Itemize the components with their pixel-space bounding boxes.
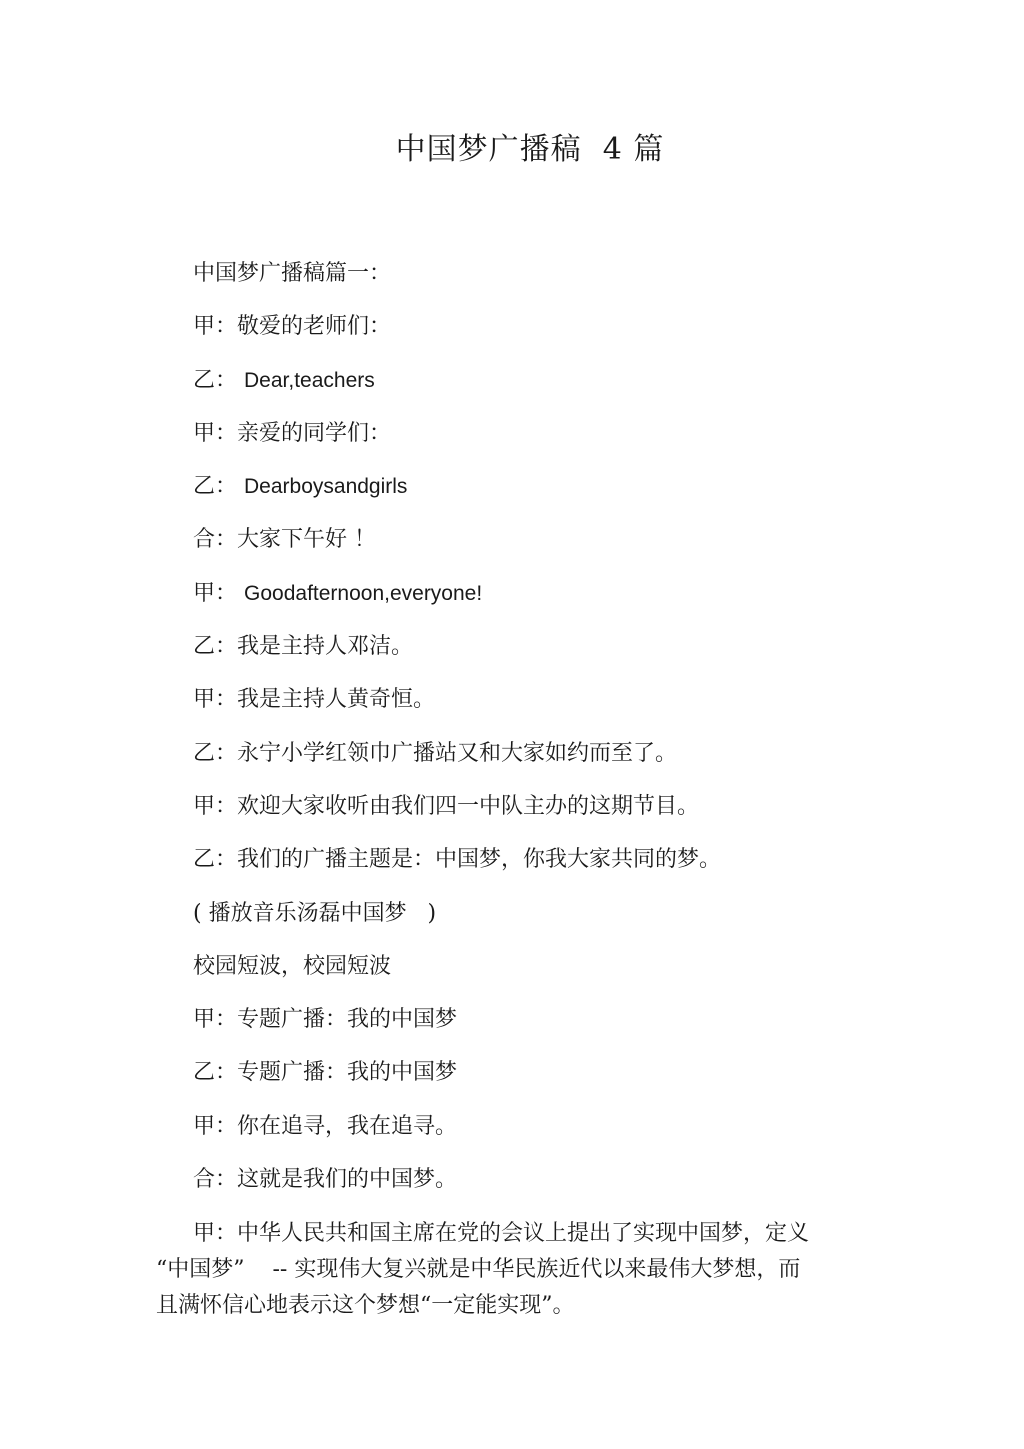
line-text: 我们的广播主题是：中国梦，你我大家共同的梦。 [237, 847, 722, 873]
line-speaker: 乙： [193, 847, 238, 873]
line-speaker: 乙： [193, 367, 238, 393]
script-line [193, 309, 721, 362]
line-text: 中国梦广播稿篇一： [193, 261, 392, 286]
line-text: ( 播放音乐汤磊中国梦 ) [193, 900, 437, 926]
line-text: Goodafternoon,everyone! [244, 581, 483, 605]
paragraph-line: 甲：中华人民共和国主席在党的会议上提出了实现中国梦，定义 [193, 1221, 810, 1246]
script-line [193, 1002, 721, 1055]
line-speaker: 甲： [193, 687, 238, 713]
script-lines [193, 256, 721, 1215]
script-line [193, 1162, 721, 1215]
line-speaker: 合： [193, 527, 238, 553]
script-line [193, 469, 721, 522]
paragraph-line: 且满怀信心地表示这个梦想“一定能实现”。 [156, 1293, 575, 1318]
line-speaker: 乙： [193, 634, 238, 660]
line-speaker: 甲： [193, 420, 238, 446]
line-text: 大家下午好 ！ [237, 527, 377, 553]
line-text: 敬爱的老师们： [237, 314, 392, 340]
line-text: 我是主持人邓洁。 [237, 634, 414, 660]
line-text: 专题广播：我的中国梦 [237, 1060, 458, 1086]
script-line [193, 416, 721, 469]
script-line [193, 949, 721, 1002]
script-line [193, 682, 721, 735]
script-line [193, 789, 721, 842]
line-speaker: 乙： [193, 740, 238, 766]
line-text: Dearboysandgirls [244, 475, 408, 499]
line-speaker: 乙： [193, 474, 238, 500]
line-speaker: 甲： [193, 314, 238, 340]
line-speaker: 甲： [193, 580, 238, 606]
script-line [193, 896, 721, 949]
line-text: 亲爱的同学们： [237, 420, 392, 446]
script-line [193, 256, 721, 309]
body-paragraph [156, 1216, 826, 1324]
line-text: 你在追寻，我在追寻。 [237, 1113, 458, 1139]
script-line [193, 522, 721, 575]
line-text: Dear,teachers [244, 368, 375, 392]
script-line [193, 736, 721, 789]
script-line [193, 1109, 721, 1162]
line-speaker: 乙： [193, 1060, 238, 1086]
script-line [193, 576, 721, 629]
line-text: 欢迎大家收听由我们四一中队主办的这期节目。 [237, 793, 700, 819]
line-text: 我是主持人黄奇恒。 [237, 687, 436, 713]
line-speaker: 甲： [193, 1113, 238, 1139]
paragraph-line: “中国梦” -- 实现伟大复兴就是中华民族近代以来最伟大梦想，而 [156, 1257, 801, 1282]
line-text: 校园短波，校园短波 [193, 953, 392, 979]
script-line [193, 629, 721, 682]
document-title: 中国梦广播稿 4 篇 [395, 132, 665, 167]
line-text: 这就是我们的中国梦。 [237, 1167, 458, 1193]
script-line [193, 1055, 721, 1108]
script-line [193, 363, 721, 416]
line-speaker: 合： [193, 1167, 238, 1193]
line-speaker: 甲： [193, 793, 238, 819]
line-text: 永宁小学红领巾广播站又和大家如约而至了。 [237, 740, 678, 766]
line-text: 专题广播：我的中国梦 [237, 1007, 458, 1033]
line-speaker: 甲： [193, 1007, 238, 1033]
script-line [193, 842, 721, 895]
